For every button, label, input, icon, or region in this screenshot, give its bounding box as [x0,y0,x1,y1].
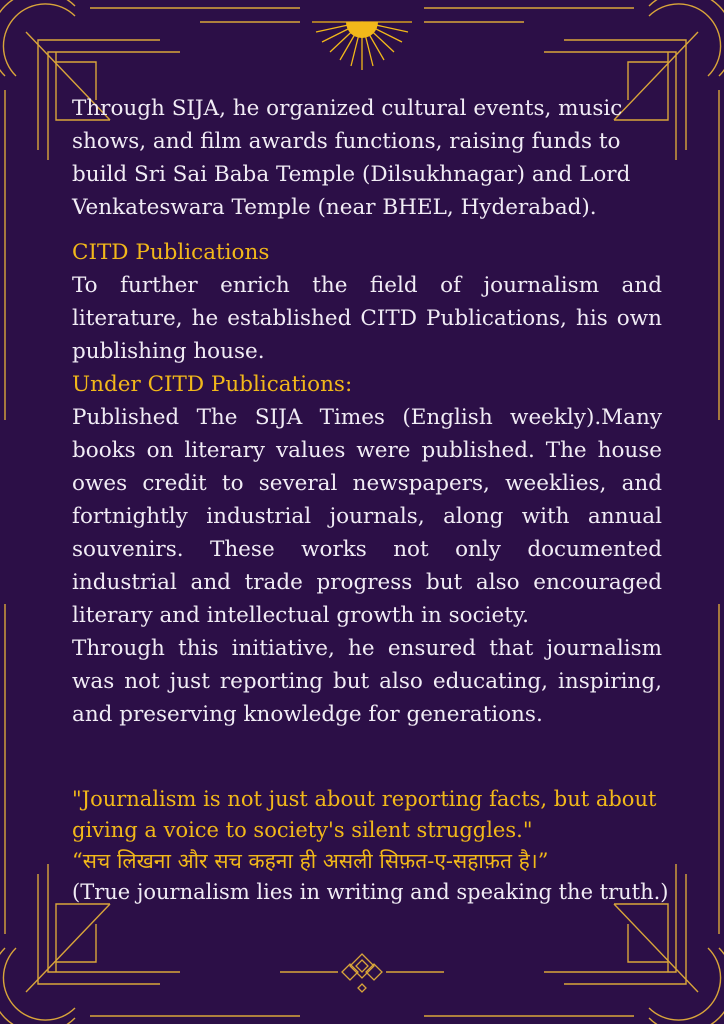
intro-paragraph: Through SIJA, he organized cultural events, music shows, and film awards functions, raising funds to build Sri Sai Baba Temple (Dilsukhnagar) and Lord Venkateswara Temple (near BHEL, Hyderabad). [72,96,631,220]
quote-block [72,784,672,908]
quote-translation: (True journalism lies in writing and speaking the truth.) [72,880,669,904]
sunburst-icon [312,22,412,70]
main-text [72,92,662,731]
under-citd-paragraph: Published The SIJA Times (English weekly).Many books on literary values were published. The house owes credit to several newspapers, weeklies, and fortnightly industrial journals, along with annual souvenirs. These works not only documented industrial and trade progress but also encouraged literary and intellectual growth in society. [72,405,662,628]
diamond-ornament-icon [342,954,382,992]
under-citd-heading: Under CITD Publications: [72,372,353,397]
citd-publications-heading: CITD Publications [72,240,270,265]
citd-publications-paragraph: To further enrich the field of journalism and literature, he established CITD Publications, his own publishing house. [72,273,662,364]
initiative-paragraph: Through this initiative, he ensured that journalism was not just reporting but also educating, inspiring, and preserving knowledge for generations. [72,636,662,727]
hindi-quote: “सच लिखना और सच कहना ही असली सिफ़त-ए-सहाफ़त है।” [72,849,549,873]
english-quote: "Journalism is not just about reporting facts, but about giving a voice to society's silent struggles." [72,787,657,842]
